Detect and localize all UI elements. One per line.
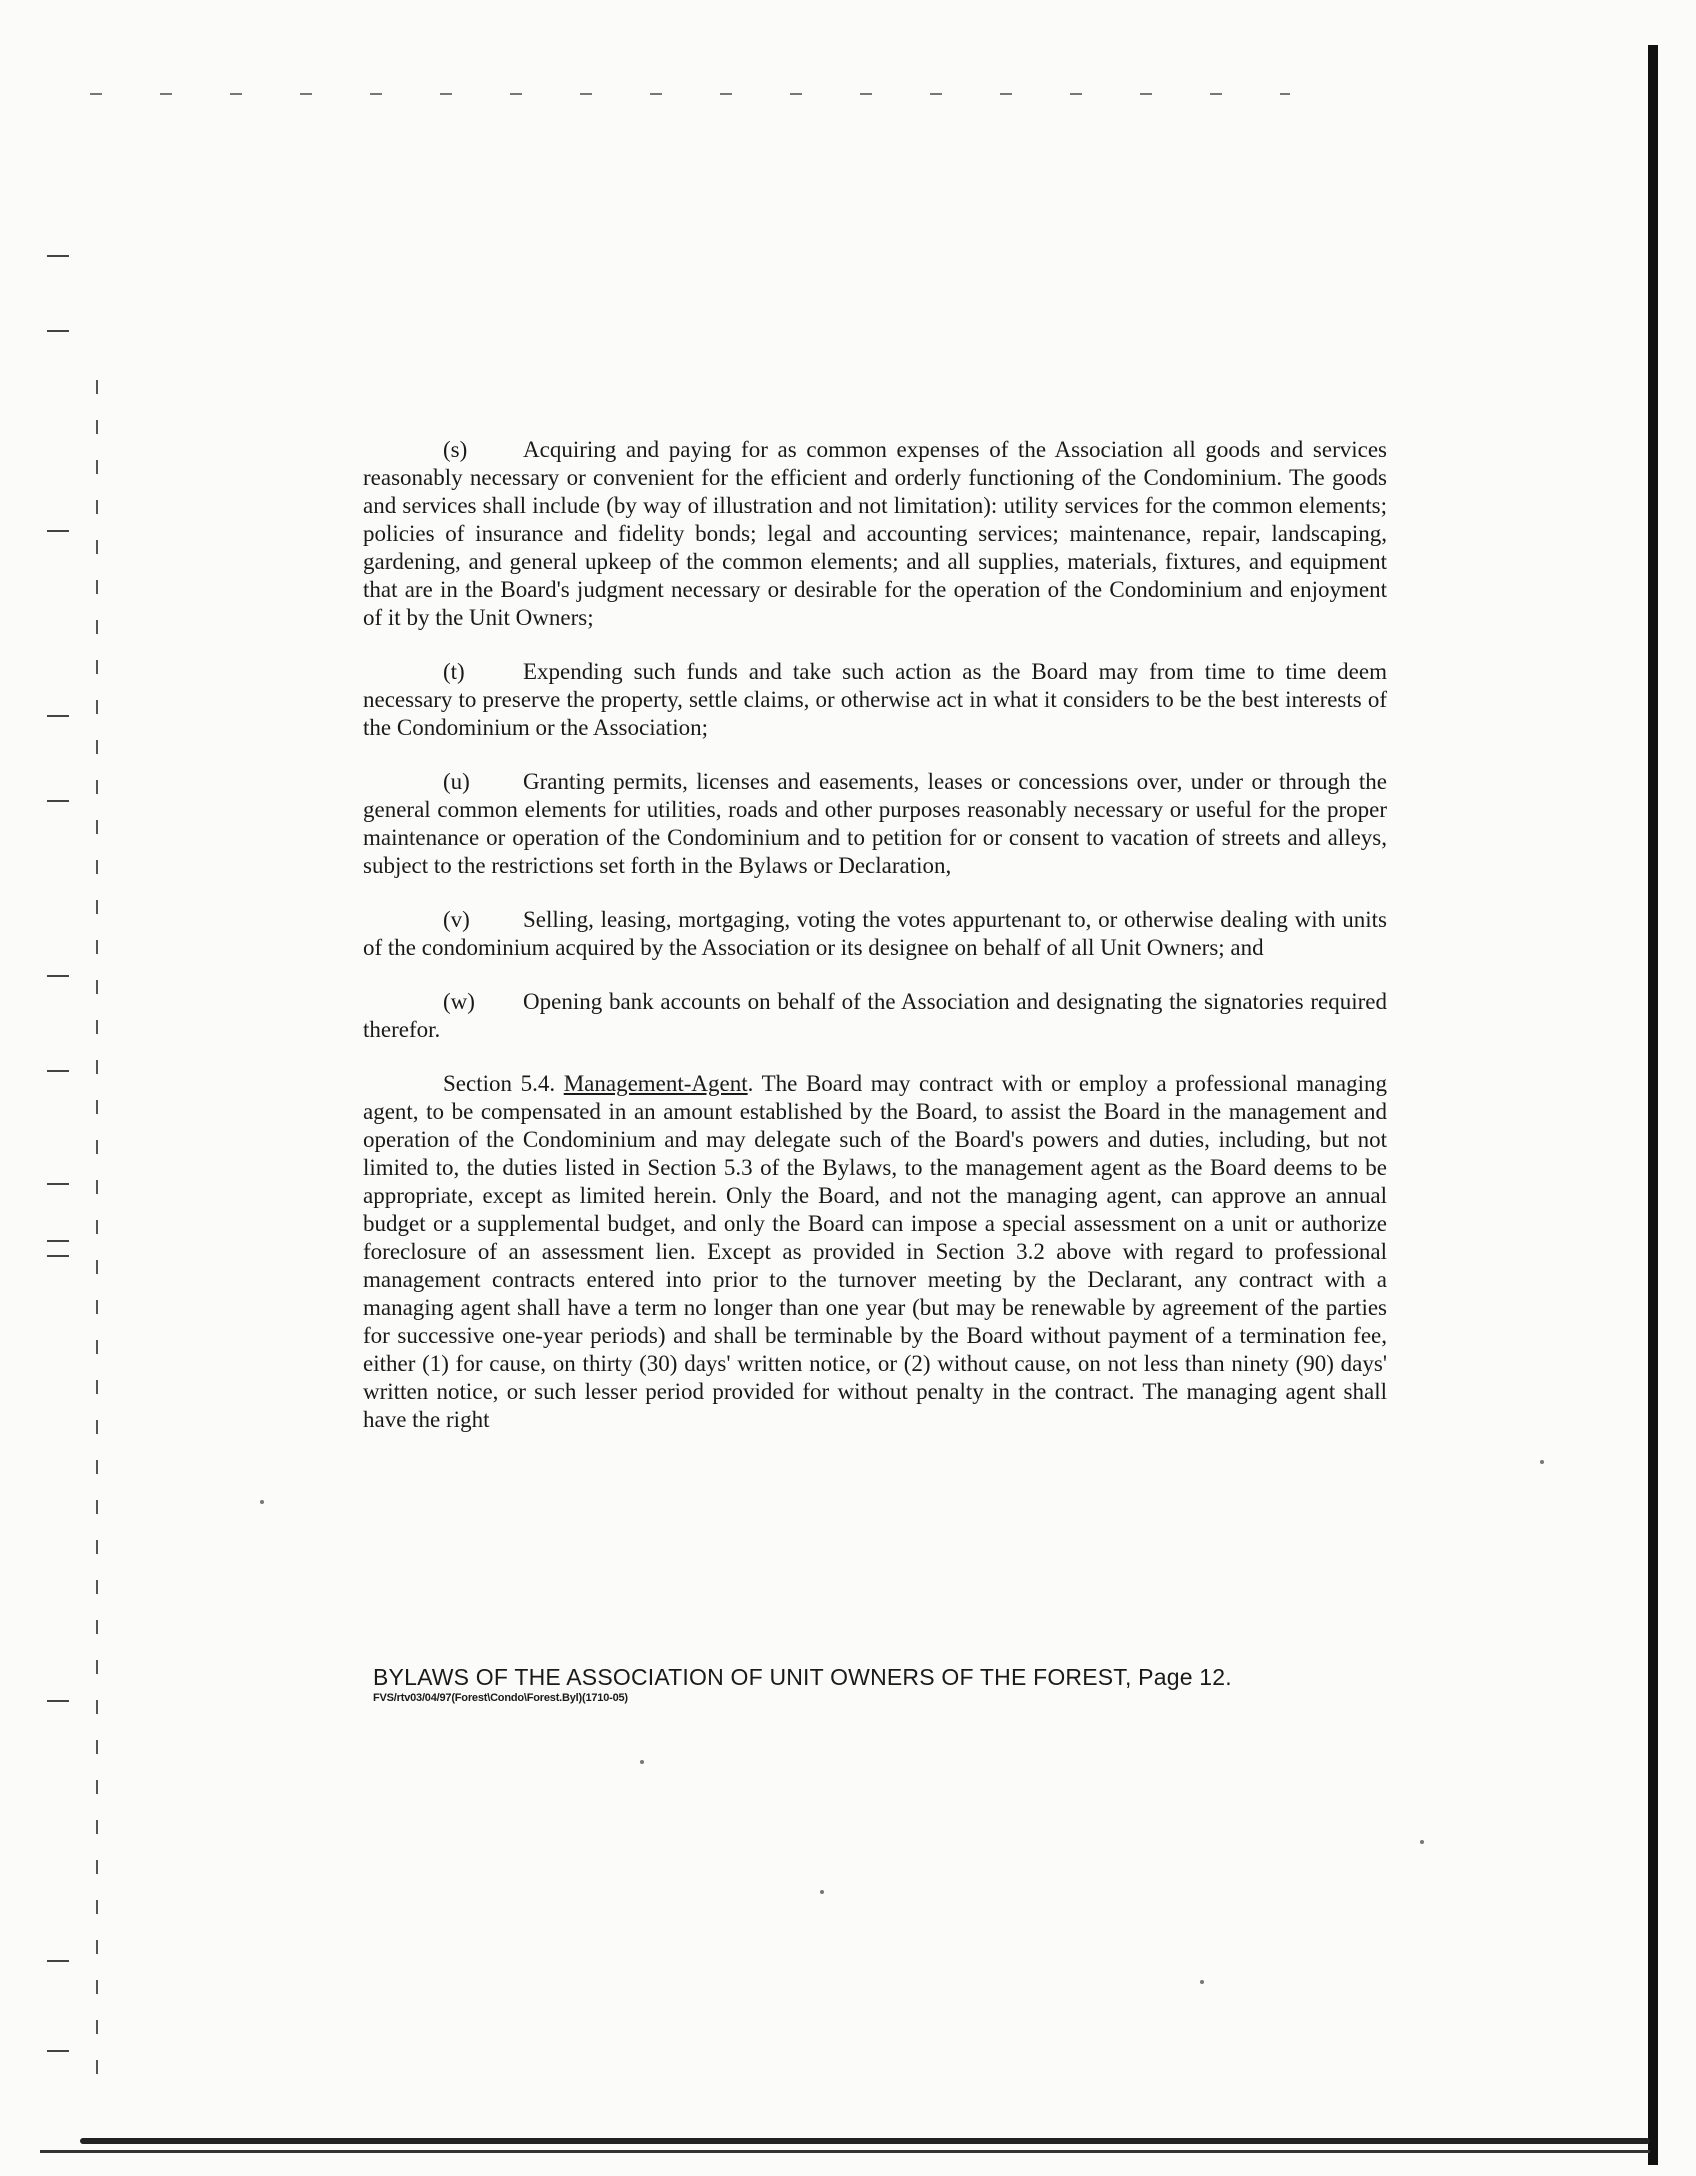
scan-speck [1200, 1980, 1204, 1984]
document-body [363, 436, 1387, 1460]
scan-speck [820, 1890, 824, 1894]
scan-speck [1420, 1840, 1424, 1844]
scan-edge-bottom-line [40, 2150, 1650, 2153]
scan-mark [47, 975, 69, 977]
scan-mark [47, 330, 69, 332]
item-text: Selling, leasing, mortgaging, voting the votes appurtenant to, or otherwise dealing with units of the condominium acquired by the Association or its designee on behalf of all Unit Owners; and [363, 907, 1387, 960]
list-item [363, 988, 1387, 1044]
footer-title: BYLAWS OF THE ASSOCIATION OF UNIT OWNERS OF THE FOREST, Page 12. [373, 1664, 1232, 1690]
footer-file-code: FVS/rtv03/04/97(Forest\Condo\Forest.Byl)(1710-05) [373, 1692, 628, 1704]
item-text: Granting permits, licenses and easements, leases or concessions over, under or through the general common elements for utilities, roads and other purposes reasonably necessary or useful for the proper maintenance or operation of the Condominium and to petition for or consent to vacation of streets and alleys, subject to the restrictions set forth in the Bylaws or Declaration, [363, 769, 1387, 878]
item-text: Acquiring and paying for as common expenses of the Association all goods and services reasonably necessary or convenient for the efficient and orderly functioning of the Condominium. The goods and services shall include (by way of illustration and not limitation): utility services for the common elements; policies of insurance and fidelity bonds; legal and accounting services; maintenance, repair, landscaping, gardening, and general upkeep of the common elements; and all supplies, materials, fixtures, and equipment that are in the Board's judgment necessary or desirable for the operation of the Condominium and enjoyment of it by the Unit Owners; [363, 437, 1387, 630]
scan-mark [47, 715, 69, 717]
scan-speck [260, 1500, 264, 1504]
item-label: (s) [443, 437, 468, 462]
section-paragraph [363, 1070, 1387, 1434]
scan-artifact-top [90, 93, 1290, 95]
section-text: . The Board may contract with or employ a professional managing agent, to be compensated in an amount established by the Board, to assist the Board in the management and operation of the Condominium and may delegate such of the Board's powers and duties, including, but not limited to, the duties listed in Section 5.3 of the Bylaws, to the management agent as the Board deems to be appropriate, except as limited herein. Only the Board, and not the managing agent, can approve an annual budget or a supplemental budget, and only the Board can impose a special assessment on a unit or authorize foreclosure of an assessment lien. Except as provided in Section 3.2 above with regard to professional management contracts entered into prior to the turnover meeting by the Declarant, any contract with a managing agent shall have a term no longer than one year (but may be renewable by agreement of the parties for successive one-year periods) and shall be terminable by the Board without payment of a termination fee, either (1) for cause, on thirty (30) days' written notice, or (2) without cause, on not less than ninety (90) days' written notice, or such lesser period provided for without penalty in the contract. The managing agent shall have the right [363, 1071, 1387, 1432]
item-label: (v) [443, 907, 470, 932]
scan-mark [47, 1700, 69, 1702]
item-text: Expending such funds and take such action as the Board may from time to time deem necessary to preserve the property, settle claims, or otherwise act in what it considers to be the best interests of the Condominium or the Association; [363, 659, 1387, 740]
scan-mark [47, 1240, 69, 1242]
scan-mark [47, 1183, 69, 1185]
section-number: Section 5.4. [443, 1071, 556, 1096]
scan-speck [1540, 1460, 1544, 1464]
item-label: (w) [443, 989, 475, 1014]
scan-mark [47, 2050, 69, 2052]
list-item [363, 436, 1387, 632]
list-item [363, 906, 1387, 962]
scan-mark [47, 1960, 69, 1962]
scan-mark [47, 800, 69, 802]
section-heading: Management-Agent [563, 1071, 748, 1096]
scan-edge-right [1648, 45, 1658, 2165]
scan-mark [47, 255, 69, 257]
scan-mark [47, 530, 69, 532]
scan-mark [47, 1255, 69, 1257]
list-item [363, 658, 1387, 742]
item-label: (t) [443, 659, 465, 684]
scan-speck [640, 1760, 644, 1764]
scan-artifact-left [96, 380, 98, 2080]
list-item [363, 768, 1387, 880]
page-footer [373, 1663, 1393, 1705]
scan-mark [47, 1070, 69, 1072]
item-label: (u) [443, 769, 470, 794]
item-text: Opening bank accounts on behalf of the Association and designating the signatories required therefor. [363, 989, 1387, 1042]
scan-edge-bottom [80, 2138, 1650, 2144]
